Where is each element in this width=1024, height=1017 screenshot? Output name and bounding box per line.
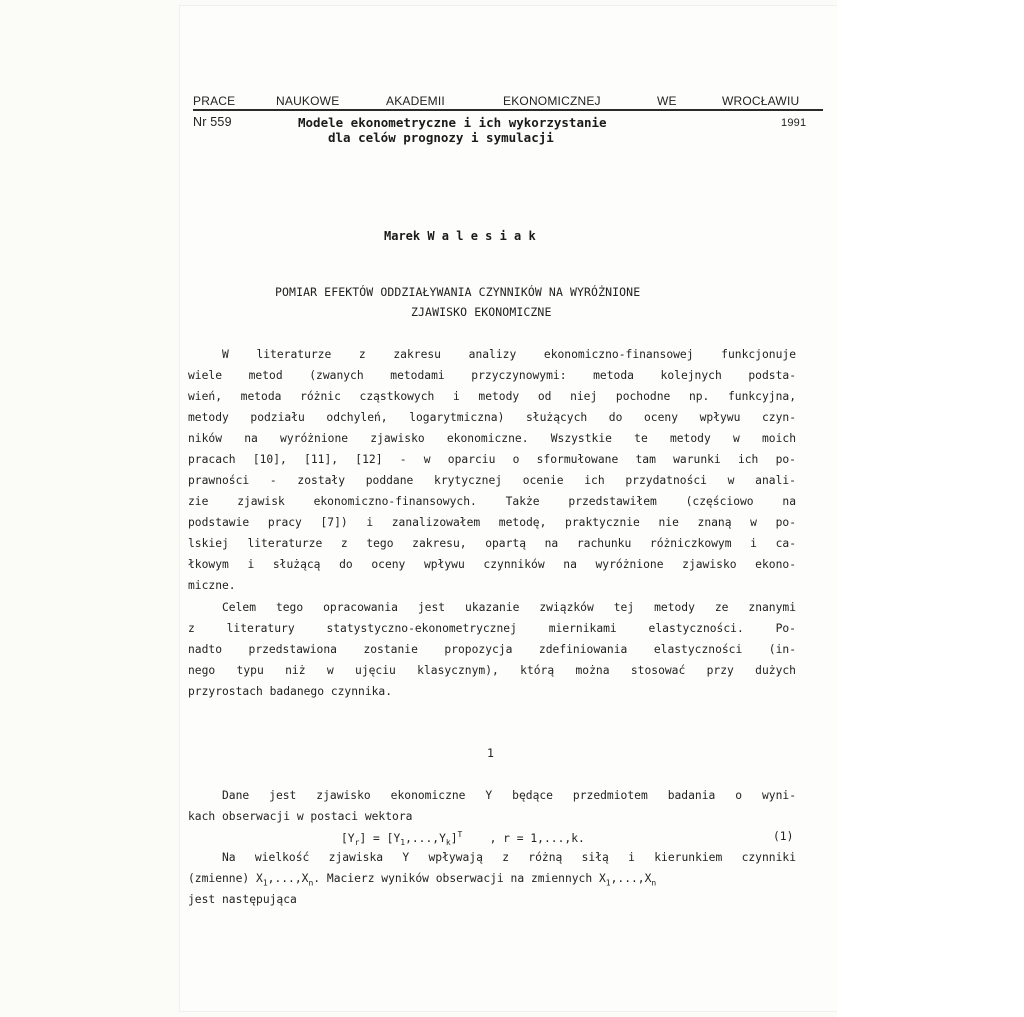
- text-line: przyrostach badanego czynnika.: [188, 685, 393, 698]
- text-line: (zmienne) $X_1,...,X_n$. Macierz wyników obserwacji na zmiennych $X_1,...,X_n$: [188, 872, 657, 888]
- text-line: Dane jest zjawisko ekonomiczne Y będące przedmiotem badania o wyni-: [222, 789, 796, 802]
- text-line: jest następująca: [188, 893, 297, 906]
- text-line: zie zjawisk ekonomiczno-finansowych. Także przedstawiłem (częściowo na: [188, 495, 796, 508]
- section-number: 1: [487, 746, 495, 760]
- header-word-prace: PRACE: [193, 94, 236, 108]
- text-line: prawności - zostały poddane krytycznej ocenie ich przydatności w anali-: [188, 474, 796, 487]
- text-line: W literaturze z zakresu analizy ekonomiczno-finansowej funkcjonuje: [222, 348, 796, 361]
- text-line: nadto przedstawiona zostanie propozycja zdefiniowania elastyczności (in-: [188, 643, 796, 656]
- text-line: z literatury statystyczno-ekonometrycznej miernikami elastyczności. Po-: [188, 622, 796, 635]
- equation-number: (1): [773, 830, 794, 843]
- text-line: ników na wyróżnione zjawisko ekonomiczne. Wszystkie te metody w moich: [188, 432, 796, 445]
- text-line: Celem tego opracowania jest ukazanie związków tej metody ze znanymi: [222, 601, 796, 614]
- header-word-naukowe: NAUKOWE: [276, 94, 340, 108]
- author-name: Marek W a l e s i a k: [384, 229, 536, 243]
- header-word-akademii: AKADEMII: [386, 94, 445, 108]
- text-line: łkowym i służącą do oceny wpływu czynników na wyróżnione zjawisko ekono-: [188, 558, 796, 571]
- header-rule: [193, 109, 823, 111]
- text-line: podstawie pracy [7]) i zanalizowałem metodę, praktycznie nie znaną w po-: [188, 516, 796, 529]
- header-word-we: WE: [657, 94, 677, 108]
- article-title-line1: POMIAR EFEKTÓW ODDZIAŁYWANIA CZYNNIKÓW NA WYRÓŻNIONE: [275, 285, 641, 299]
- volume-title-line1: Modele ekonometryczne i ich wykorzystanie: [298, 115, 607, 130]
- volume-title-line2: dla celów prognozy i symulacji: [328, 130, 554, 145]
- text-line: lskiej literaturze z tego zakresu, opartą na rachunku różniczkowym i ca-: [188, 537, 796, 550]
- text-line: wiele metod (zwanych metodami przyczynowymi: metoda kolejnych podsta-: [188, 369, 796, 382]
- text-line: Na wielkość zjawiska Y wpływają z różną siłą i kierunkiem czynniki: [222, 851, 796, 864]
- header-word-wroclawiu: WROCŁAWIU: [722, 94, 800, 108]
- issue-number: Nr 559: [193, 115, 232, 129]
- header-word-ekonomicznej: EKONOMICZNEJ: [503, 94, 601, 108]
- year: 1991: [781, 117, 807, 129]
- text-line: miczne.: [188, 579, 236, 592]
- text-line: nego typu niż w ujęciu klasycznym), którą można stosować przy dużych: [188, 664, 796, 677]
- text-line: pracach [10], [11], [12] - w oparciu o sformułowane tam warunki ich po-: [188, 453, 796, 466]
- text-line: kach obserwacji w postaci wektora: [188, 810, 413, 823]
- page-margin: [837, 0, 1024, 1017]
- article-title-line2: ZJAWISKO EKONOMICZNE: [411, 305, 552, 319]
- equation-1: $[Y_r] = [Y_1,...,Y_k]^T$ , r = 1,...,k.: [341, 830, 585, 848]
- text-line: metody podziału odchyleń, logarytmiczna) służących do oceny wpływu czyn-: [188, 411, 796, 424]
- text-line: wień, metoda różnic cząstkowych i metody od niej pochodne np. funkcyjna,: [188, 390, 796, 403]
